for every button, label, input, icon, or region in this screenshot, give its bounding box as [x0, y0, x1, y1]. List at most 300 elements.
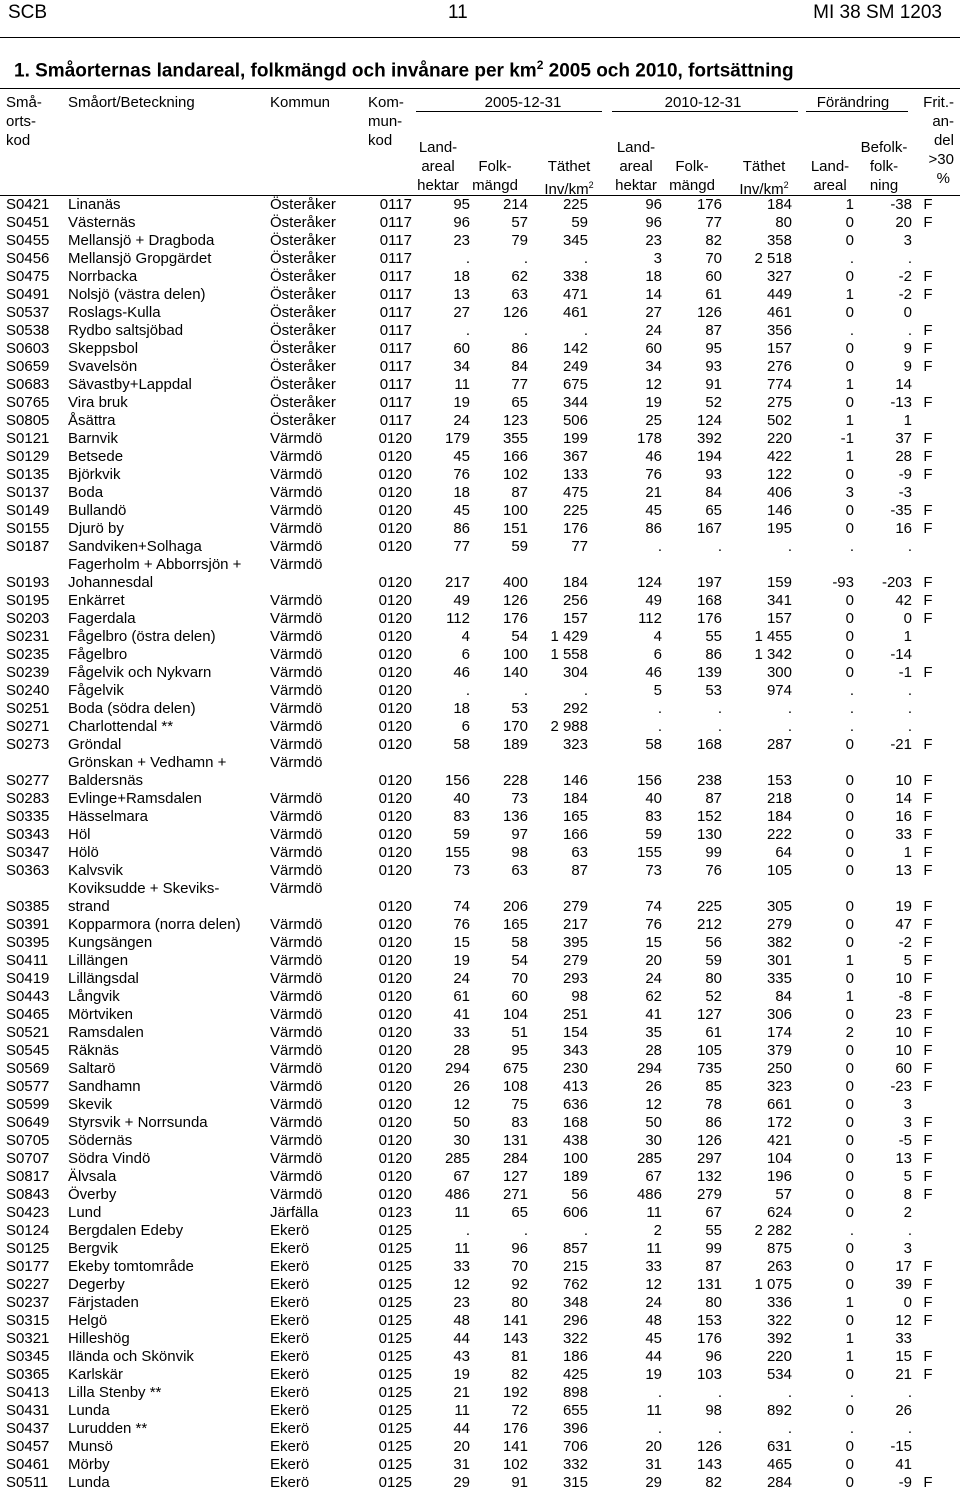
cell-fritid — [912, 646, 944, 664]
header-landareal-change: Land- areal — [810, 158, 850, 194]
table-row — [0, 484, 944, 502]
cell-tathet-2010: 275 — [766, 394, 792, 411]
cell-landareal-change: 1 — [845, 286, 854, 303]
table-row — [0, 394, 944, 412]
cell-landareal-change: . — [849, 538, 854, 555]
cell-folkmangd-2005: 126 — [502, 304, 528, 321]
cell-kommun: Värmdö — [270, 502, 323, 519]
header-beteckning: Småort/Beteckning — [68, 94, 195, 111]
cell-fritid — [912, 232, 944, 250]
cell-landareal-change: 1 — [845, 196, 854, 213]
cell-kommunkod: 0120 — [378, 1132, 412, 1149]
cell-landareal-2005: 24 — [453, 412, 470, 429]
cell-folkmangd-2005: 95 — [511, 1042, 528, 1059]
cell-folkmangd-2010: 80 — [705, 1294, 722, 1311]
cell-folkmangd-2010: 67 — [705, 1204, 722, 1221]
cell-smaort-kod: S0231 — [6, 628, 50, 645]
cell-landareal-2005: 33 — [453, 1024, 470, 1041]
cell-folkmangd-2010: 80 — [705, 970, 722, 987]
cell-landareal-2010: 74 — [645, 898, 662, 915]
table-row — [0, 844, 944, 862]
cell-folkmangd-2010: 176 — [696, 610, 722, 627]
cell-smaort-kod: S0538 — [6, 322, 50, 339]
cell-kommun: Värmdö — [270, 916, 323, 933]
cell-folkmangd-2010: 197 — [696, 574, 722, 591]
cell-befolkning-change: 2 — [903, 1204, 912, 1221]
cell-folkmangd-2005: 63 — [511, 862, 528, 879]
cell-landareal-change: 1 — [845, 988, 854, 1005]
cell-landareal-2010: . — [657, 538, 662, 555]
cell-landareal-2010: 26 — [645, 1078, 662, 1095]
cell-folkmangd-2010: 87 — [705, 322, 722, 339]
cell-landareal-change: 1 — [845, 1348, 854, 1365]
cell-landareal-change: 0 — [845, 1078, 854, 1095]
table-row — [0, 700, 944, 718]
cell-kommunkod: 0125 — [378, 1420, 412, 1437]
cell-kommunkod: 0125 — [378, 1312, 412, 1329]
cell-landareal-2010: 44 — [645, 1348, 662, 1365]
cell-beteckning: Lunda — [68, 1402, 110, 1419]
cell-fritid — [912, 628, 944, 646]
cell-beteckning: Koviksudde + Skeviks- strand — [68, 880, 220, 915]
cell-kommunkod: 0120 — [378, 466, 412, 483]
cell-folkmangd-2010: 65 — [705, 502, 722, 519]
cell-landareal-2010: 73 — [645, 862, 662, 879]
cell-kommun: Värmdö — [270, 736, 323, 753]
header-page-number: 11 — [448, 2, 468, 23]
cell-befolkning-change: 0 — [903, 1294, 912, 1311]
header-folkmangd-2005: Folk- mängd — [472, 158, 518, 194]
cell-kommun: Värmdö — [270, 754, 323, 771]
cell-fritid: F — [923, 1276, 933, 1293]
cell-folkmangd-2005: 77 — [511, 376, 528, 393]
cell-tathet-2010: 64 — [775, 844, 792, 861]
cell-landareal-2010: 24 — [645, 1294, 662, 1311]
cell-smaort-kod: S0125 — [6, 1240, 50, 1257]
cell-kommunkod: 0120 — [378, 1186, 412, 1203]
cell-smaort-kod: S0577 — [6, 1078, 50, 1095]
cell-landareal-2005: 45 — [453, 448, 470, 465]
cell-landareal-2010: 46 — [645, 664, 662, 681]
cell-fritid: F — [923, 574, 933, 591]
cell-tathet-2005: 338 — [562, 268, 588, 285]
cell-folkmangd-2010: 78 — [705, 1096, 722, 1113]
period-2005-rule — [416, 111, 602, 112]
cell-folkmangd-2010: 61 — [705, 1024, 722, 1041]
cell-folkmangd-2005: 73 — [511, 790, 528, 807]
cell-tathet-2010: 195 — [766, 520, 792, 537]
cell-tathet-2005: 1 558 — [550, 646, 588, 663]
cell-landareal-2010: 48 — [645, 1312, 662, 1329]
cell-folkmangd-2010: . — [717, 700, 722, 717]
cell-folkmangd-2010: 93 — [705, 466, 722, 483]
table-row — [0, 592, 944, 610]
cell-landareal-change: 0 — [845, 1366, 854, 1383]
table-row — [0, 1474, 944, 1492]
cell-folkmangd-2005: 100 — [502, 502, 528, 519]
cell-landareal-2005: 285 — [444, 1150, 470, 1167]
cell-landareal-2010: 11 — [646, 1240, 662, 1257]
cell-fritid — [912, 376, 944, 394]
cell-smaort-kod: S0707 — [6, 1150, 50, 1167]
cell-folkmangd-2010: 52 — [705, 394, 722, 411]
cell-folkmangd-2005: 53 — [511, 700, 528, 717]
cell-folkmangd-2010: 86 — [705, 646, 722, 663]
cell-fritid — [912, 1438, 944, 1456]
cell-befolkning-change: -35 — [890, 502, 912, 519]
cell-befolkning-change: 10 — [895, 1024, 912, 1041]
cell-folkmangd-2005: . — [523, 682, 528, 699]
cell-landareal-2005: 43 — [453, 1348, 470, 1365]
cell-beteckning: Bergvik — [68, 1240, 119, 1257]
cell-tathet-2010: 379 — [766, 1042, 792, 1059]
cell-kommunkod: 0117 — [379, 286, 412, 303]
header-left: SCB — [8, 2, 48, 23]
cell-beteckning: Linanäs — [68, 196, 121, 213]
cell-folkmangd-2005: 82 — [511, 1366, 528, 1383]
cell-befolkning-change: 39 — [895, 1276, 912, 1293]
cell-befolkning-change: . — [907, 1222, 912, 1239]
cell-landareal-2005: 20 — [453, 1438, 470, 1455]
cell-landareal-2010: 20 — [645, 952, 662, 969]
cell-beteckning: Enkärret — [68, 592, 125, 609]
cell-landareal-change: 0 — [845, 520, 854, 537]
cell-befolkning-change: 16 — [895, 520, 912, 537]
cell-landareal-change: -93 — [832, 574, 854, 591]
cell-kommunkod: 0117 — [379, 358, 412, 375]
cell-folkmangd-2005: 70 — [511, 1258, 528, 1275]
cell-beteckning: Södernäs — [68, 1132, 133, 1149]
cell-smaort-kod: S0321 — [6, 1330, 50, 1347]
cell-tathet-2010: 301 — [766, 952, 792, 969]
cell-landareal-change: 0 — [845, 826, 854, 843]
cell-tathet-2010: 84 — [775, 988, 792, 1005]
cell-kommunkod: 0120 — [378, 592, 412, 609]
cell-landareal-2010: 285 — [636, 1150, 662, 1167]
cell-befolkning-change: 60 — [895, 1060, 912, 1077]
cell-kommunkod: 0125 — [378, 1240, 412, 1257]
cell-folkmangd-2010: 55 — [705, 628, 722, 645]
cell-fritid: F — [923, 358, 933, 375]
cell-beteckning: Bullandö — [68, 502, 127, 519]
cell-kommunkod: 0120 — [378, 916, 412, 933]
cell-befolkning-change: . — [907, 1420, 912, 1437]
cell-tathet-2005: 256 — [562, 592, 588, 609]
cell-tathet-2010: 57 — [775, 1186, 792, 1203]
table-row — [0, 1006, 944, 1024]
cell-smaort-kod: S0193 — [6, 574, 50, 591]
table-row — [0, 916, 944, 934]
cell-folkmangd-2010: 194 — [696, 448, 722, 465]
cell-tathet-2005: 199 — [562, 430, 588, 447]
cell-tathet-2010: 624 — [766, 1204, 792, 1221]
cell-folkmangd-2005: 97 — [511, 826, 528, 843]
cell-landareal-2010: 29 — [645, 1474, 662, 1491]
cell-landareal-2010: 76 — [645, 916, 662, 933]
cell-kommunkod: 0117 — [379, 322, 412, 339]
cell-smaort-kod: S0363 — [6, 862, 50, 879]
cell-kommun: Järfälla — [270, 1204, 319, 1221]
cell-fritid: F — [923, 1348, 933, 1365]
cell-kommun: Värmdö — [270, 466, 323, 483]
cell-fritid — [912, 1420, 944, 1438]
cell-smaort-kod: S0137 — [6, 484, 50, 501]
cell-landareal-change: 0 — [845, 916, 854, 933]
cell-kommunkod: 0120 — [378, 952, 412, 969]
cell-landareal-2010: . — [657, 718, 662, 735]
table-row — [0, 1348, 944, 1366]
cell-folkmangd-2010: 168 — [696, 736, 722, 753]
cell-kommun: Österåker — [270, 376, 336, 393]
cell-smaort-kod: S0603 — [6, 340, 50, 357]
cell-tathet-2010: . — [787, 700, 792, 717]
cell-smaort-kod: S0537 — [6, 304, 50, 321]
cell-tathet-2005: 367 — [562, 448, 588, 465]
cell-folkmangd-2010: 98 — [705, 1402, 722, 1419]
cell-tathet-2005: 251 — [562, 1006, 588, 1023]
cell-landareal-change: . — [849, 1420, 854, 1437]
cell-befolkning-change: 33 — [895, 826, 912, 843]
cell-fritid: F — [923, 322, 933, 339]
cell-landareal-2005: 486 — [444, 1186, 470, 1203]
cell-kommun: Värmdö — [270, 556, 323, 573]
header-landareal-2005: Land- areal hektar — [417, 139, 459, 194]
cell-smaort-kod: S0805 — [6, 412, 50, 429]
cell-beteckning: Saltarö — [68, 1060, 116, 1077]
cell-folkmangd-2010: 77 — [705, 214, 722, 231]
cell-beteckning: Fågelvik och Nykvarn — [68, 664, 212, 681]
cell-smaort-kod: S0315 — [6, 1312, 50, 1329]
cell-folkmangd-2005: 228 — [502, 772, 528, 789]
cell-kommunkod: 0120 — [378, 700, 412, 717]
table-row — [0, 664, 944, 682]
cell-kommun: Värmdö — [270, 610, 323, 627]
cell-kommun: Värmdö — [270, 970, 323, 987]
cell-landareal-2010: 34 — [645, 358, 662, 375]
cell-kommunkod: 0120 — [378, 1024, 412, 1041]
table-row — [0, 646, 944, 664]
cell-tathet-2005: . — [583, 1222, 588, 1239]
cell-tathet-2005: 413 — [562, 1078, 588, 1095]
cell-tathet-2010: 220 — [766, 430, 792, 447]
cell-smaort-kod: S0423 — [6, 1204, 50, 1221]
cell-beteckning: Överby — [68, 1186, 117, 1203]
cell-landareal-2005: 34 — [453, 358, 470, 375]
cell-folkmangd-2005: 136 — [502, 808, 528, 825]
cell-fritid: F — [923, 1258, 933, 1275]
cell-folkmangd-2010: 279 — [696, 1186, 722, 1203]
cell-landareal-2010: 49 — [645, 592, 662, 609]
cell-befolkning-change: 21 — [895, 1366, 912, 1383]
cell-tathet-2010: 250 — [766, 1060, 792, 1077]
cell-smaort-kod: S0365 — [6, 1366, 50, 1383]
cell-smaort-kod: S0345 — [6, 1348, 50, 1365]
cell-kommunkod: 0120 — [378, 628, 412, 645]
cell-befolkning-change: 3 — [903, 1240, 912, 1257]
cell-befolkning-change: -21 — [890, 736, 912, 753]
cell-kommun: Österåker — [270, 214, 336, 231]
cell-folkmangd-2005: 176 — [502, 1420, 528, 1437]
cell-landareal-2010: 33 — [645, 1258, 662, 1275]
cell-tathet-2005: 87 — [571, 862, 588, 879]
cell-tathet-2010: 159 — [766, 574, 792, 591]
cell-folkmangd-2010: 297 — [696, 1150, 722, 1167]
cell-beteckning: Fagerholm + Abborrsjön + Johannesdal — [68, 556, 242, 591]
cell-landareal-change: 3 — [845, 484, 854, 501]
cell-landareal-2010: 83 — [645, 808, 662, 825]
cell-kommun: Värmdö — [270, 1186, 323, 1203]
cell-folkmangd-2005: 87 — [511, 484, 528, 501]
cell-landareal-2010: 76 — [645, 466, 662, 483]
cell-fritid: F — [923, 1312, 933, 1329]
cell-kommun: Värmdö — [270, 952, 323, 969]
cell-tathet-2010: 222 — [766, 826, 792, 843]
cell-landareal-2005: 45 — [453, 502, 470, 519]
cell-tathet-2010: 1 342 — [754, 646, 792, 663]
cell-tathet-2005: 63 — [571, 844, 588, 861]
cell-kommunkod: 0120 — [378, 970, 412, 987]
cell-tathet-2005: 425 — [562, 1366, 588, 1383]
cell-befolkning-change: 10 — [895, 1042, 912, 1059]
cell-kommunkod: 0120 — [378, 772, 412, 789]
cell-landareal-2005: 95 — [453, 196, 470, 213]
cell-smaort-kod: S0705 — [6, 1132, 50, 1149]
cell-landareal-2010: 35 — [645, 1024, 662, 1041]
cell-tathet-2010: 322 — [766, 1312, 792, 1329]
cell-smaort-kod: S0511 — [6, 1474, 49, 1491]
cell-folkmangd-2005: . — [523, 322, 528, 339]
cell-folkmangd-2005: 102 — [502, 466, 528, 483]
cell-kommunkod: 0120 — [378, 934, 412, 951]
cell-folkmangd-2010: 130 — [696, 826, 722, 843]
cell-befolkning-change: -15 — [890, 1438, 912, 1455]
cell-befolkning-change: 20 — [895, 214, 912, 231]
cell-landareal-2010: 59 — [645, 826, 662, 843]
cell-landareal-2005: 50 — [453, 1114, 470, 1131]
cell-fritid: F — [923, 952, 933, 969]
cell-beteckning: Älvsala — [68, 1168, 117, 1185]
table-row — [0, 250, 944, 268]
cell-smaort-kod: S0277 — [6, 772, 50, 789]
cell-folkmangd-2010: 55 — [705, 1222, 722, 1239]
cell-folkmangd-2005: 92 — [511, 1276, 528, 1293]
cell-kommunkod: 0125 — [378, 1456, 412, 1473]
cell-kommunkod: 0125 — [378, 1366, 412, 1383]
cell-tathet-2010: 661 — [766, 1096, 792, 1113]
cell-landareal-2005: 12 — [453, 1276, 470, 1293]
cell-landareal-2005: 86 — [453, 520, 470, 537]
cell-beteckning: Åsättra — [68, 412, 116, 429]
cell-landareal-2005: 83 — [453, 808, 470, 825]
cell-fritid — [912, 700, 944, 718]
cell-kommun: Värmdö — [270, 430, 323, 447]
table-row — [0, 538, 944, 556]
cell-landareal-change: 0 — [845, 1312, 854, 1329]
cell-befolkning-change: 3 — [903, 232, 912, 249]
cell-folkmangd-2005: 108 — [502, 1078, 528, 1095]
cell-folkmangd-2005: 81 — [511, 1348, 528, 1365]
cell-landareal-2010: 3 — [653, 250, 662, 267]
table-row — [0, 970, 944, 988]
cell-landareal-2005: 76 — [453, 916, 470, 933]
cell-fritid — [912, 538, 944, 556]
cell-kommun: Värmdö — [270, 808, 323, 825]
table-row — [0, 1222, 944, 1240]
cell-kommun: Österåker — [270, 286, 336, 303]
cell-tathet-2010: 461 — [766, 304, 792, 321]
cell-landareal-change: 0 — [845, 1456, 854, 1473]
cell-folkmangd-2010: . — [717, 1420, 722, 1437]
header-befolkning-change: Befolk- folk- ning — [860, 139, 908, 194]
cell-folkmangd-2010: 70 — [705, 250, 722, 267]
table-row — [0, 1096, 944, 1114]
table-row — [0, 214, 944, 232]
cell-landareal-change: 0 — [845, 1114, 854, 1131]
cell-folkmangd-2005: 166 — [502, 448, 528, 465]
cell-folkmangd-2005: 83 — [511, 1114, 528, 1131]
cell-tathet-2005: 249 — [562, 358, 588, 375]
cell-smaort-kod: S0240 — [6, 682, 50, 699]
cell-kommun: Värmdö — [270, 880, 323, 897]
cell-kommunkod: 0117 — [379, 412, 412, 429]
cell-smaort-kod: S0569 — [6, 1060, 50, 1077]
cell-tathet-2005: 636 — [562, 1096, 588, 1113]
cell-kommun: Värmdö — [270, 988, 323, 1005]
cell-smaort-kod: S0649 — [6, 1114, 50, 1131]
cell-landareal-change: 0 — [845, 772, 854, 789]
cell-fritid — [912, 304, 944, 322]
cell-fritid: F — [923, 862, 933, 879]
cell-beteckning: Styrsvik + Norrsunda — [68, 1114, 208, 1131]
cell-kommun: Ekerö — [270, 1222, 310, 1239]
table-row — [0, 790, 944, 808]
cell-kommunkod: 0120 — [378, 1114, 412, 1131]
cell-kommun: Ekerö — [270, 1294, 310, 1311]
cell-landareal-change: 0 — [845, 628, 854, 645]
cell-landareal-change: 0 — [845, 1060, 854, 1077]
cell-beteckning: Kungsängen — [68, 934, 153, 951]
cell-folkmangd-2005: 54 — [511, 628, 528, 645]
forandring-rule — [806, 111, 908, 112]
cell-kommunkod: 0120 — [378, 646, 412, 663]
cell-tathet-2005: 186 — [562, 1348, 588, 1365]
table-row — [0, 1402, 944, 1420]
cell-tathet-2005: 675 — [562, 376, 588, 393]
cell-landareal-change: 0 — [845, 898, 854, 915]
cell-folkmangd-2005: 70 — [511, 970, 528, 987]
cell-befolkning-change: -13 — [890, 394, 912, 411]
cell-befolkning-change: 0 — [903, 610, 912, 627]
cell-tathet-2005: 98 — [571, 988, 588, 1005]
cell-landareal-2005: 49 — [453, 592, 470, 609]
cell-landareal-2005: 12 — [453, 1096, 470, 1113]
cell-smaort-kod: S0457 — [6, 1438, 50, 1455]
cell-landareal-change: 0 — [845, 1204, 854, 1221]
cell-befolkning-change: 41 — [895, 1456, 912, 1473]
cell-landareal-2005: 44 — [453, 1420, 470, 1437]
cell-smaort-kod: S0149 — [6, 502, 50, 519]
cell-beteckning: Lillängen — [68, 952, 129, 969]
cell-fritid: F — [923, 1132, 933, 1149]
cell-tathet-2005: 304 — [562, 664, 588, 681]
cell-befolkning-change: . — [907, 322, 912, 339]
table-row — [0, 430, 944, 448]
cell-landareal-2010: . — [657, 1384, 662, 1401]
cell-smaort-kod: S0419 — [6, 970, 50, 987]
cell-smaort-kod: S0545 — [6, 1042, 50, 1059]
cell-tathet-2010: 323 — [766, 1078, 792, 1095]
cell-smaort-kod: S0456 — [6, 250, 50, 267]
